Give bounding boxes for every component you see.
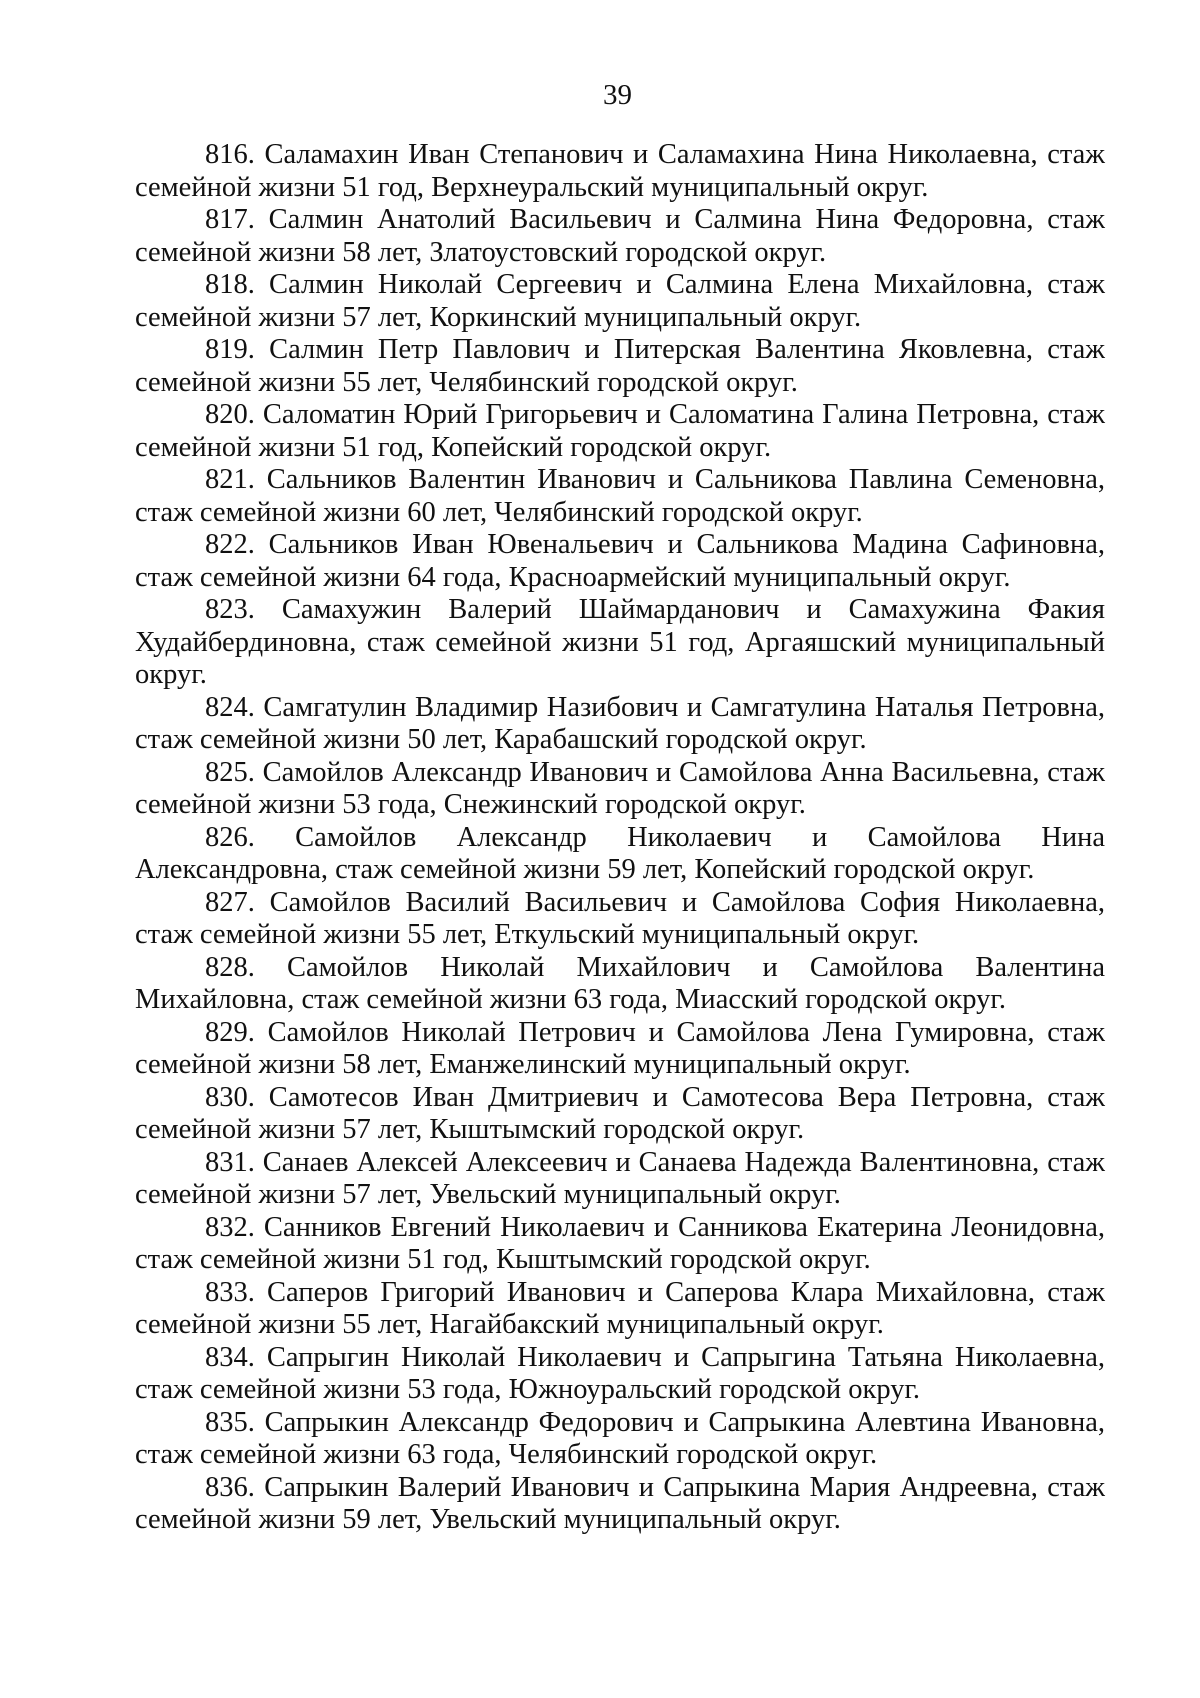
list-item: 827. Самойлов Василий Васильевич и Самойлова София Николаевна, стаж семейной жизни 55 лет, Еткульский муниципальный округ. (135, 886, 1105, 950)
list-item: 824. Самгатулин Владимир Назибович и Самгатулина Наталья Петровна, стаж семейной жизни 50 лет, Карабашский городской округ. (135, 691, 1105, 755)
list-item: 825. Самойлов Александр Иванович и Самойлова Анна Васильевна, стаж семейной жизни 53 года, Снежинский городской округ. (135, 756, 1105, 820)
list-item: 829. Самойлов Николай Петрович и Самойлова Лена Гумировна, стаж семейной жизни 58 лет, Еманжелинский муниципальный округ. (135, 1016, 1105, 1080)
entry-list (135, 139, 1105, 1537)
list-item: 831. Санаев Алексей Алексеевич и Санаева Надежда Валентиновна, стаж семейной жизни 57 лет, Увельский муниципальный округ. (135, 1146, 1105, 1210)
list-item: 821. Сальников Валентин Иванович и Сальникова Павлина Семеновна, стаж семейной жизни 60 лет, Челябинский городской округ. (135, 464, 1105, 528)
list-item: 823. Самахужин Валерий Шаймарданович и Самахужина Факия Худайбердиновна, стаж семейной жизни 51 год, Аргаяшский муниципальный округ. (135, 594, 1105, 690)
list-item: 833. Саперов Григорий Иванович и Саперова Клара Михайловна, стаж семейной жизни 55 лет, Нагайбакский муниципальный округ. (135, 1276, 1105, 1340)
list-item: 830. Самотесов Иван Дмитриевич и Самотесова Вера Петровна, стаж семейной жизни 57 лет, Кыштымский городской округ. (135, 1081, 1105, 1145)
list-item: 834. Сапрыгин Николай Николаевич и Сапрыгина Татьяна Николаевна, стаж семейной жизни 53 года, Южноуральский городской округ. (135, 1341, 1105, 1405)
list-item: 832. Санников Евгений Николаевич и Санникова Екатерина Леонидовна, стаж семейной жизни 51 год, Кыштымский городской округ. (135, 1211, 1105, 1275)
list-item: 836. Сапрыкин Валерий Иванович и Сапрыкина Мария Андреевна, стаж семейной жизни 59 лет, Увельский муниципальный округ. (135, 1471, 1105, 1535)
list-item: 820. Саломатин Юрий Григорьевич и Саломатина Галина Петровна, стаж семейной жизни 51 год, Копейский городской округ. (135, 399, 1105, 463)
list-item: 826. Самойлов Александр Николаевич и Самойлова Нина Александровна, стаж семейной жизни 59 лет, Копейский городской округ. (135, 821, 1105, 885)
list-item: 828. Самойлов Николай Михайлович и Самойлова Валентина Михайловна, стаж семейной жизни 63 года, Миасский городской округ. (135, 951, 1105, 1015)
list-item: 835. Сапрыкин Александр Федорович и Сапрыкина Алевтина Ивановна, стаж семейной жизни 63 года, Челябинский городской округ. (135, 1406, 1105, 1470)
page-number: 39 (603, 79, 632, 111)
list-item: 822. Сальников Иван Ювенальевич и Сальникова Мадина Сафиновна, стаж семейной жизни 64 года, Красноармейский муниципальный округ. (135, 529, 1105, 593)
list-item: 818. Салмин Николай Сергеевич и Салмина Елена Михайловна, стаж семейной жизни 57 лет, Коркинский муниципальный округ. (135, 269, 1105, 333)
list-item: 816. Саламахин Иван Степанович и Саламахина Нина Николаевна, стаж семейной жизни 51 год, Верхнеуральский муниципальный округ. (135, 139, 1105, 203)
list-item: 817. Салмин Анатолий Васильевич и Салмина Нина Федоровна, стаж семейной жизни 58 лет, Златоустовский городской округ. (135, 204, 1105, 268)
list-item: 819. Салмин Петр Павлович и Питерская Валентина Яковлевна, стаж семейной жизни 55 лет, Челябинский городской округ. (135, 334, 1105, 398)
